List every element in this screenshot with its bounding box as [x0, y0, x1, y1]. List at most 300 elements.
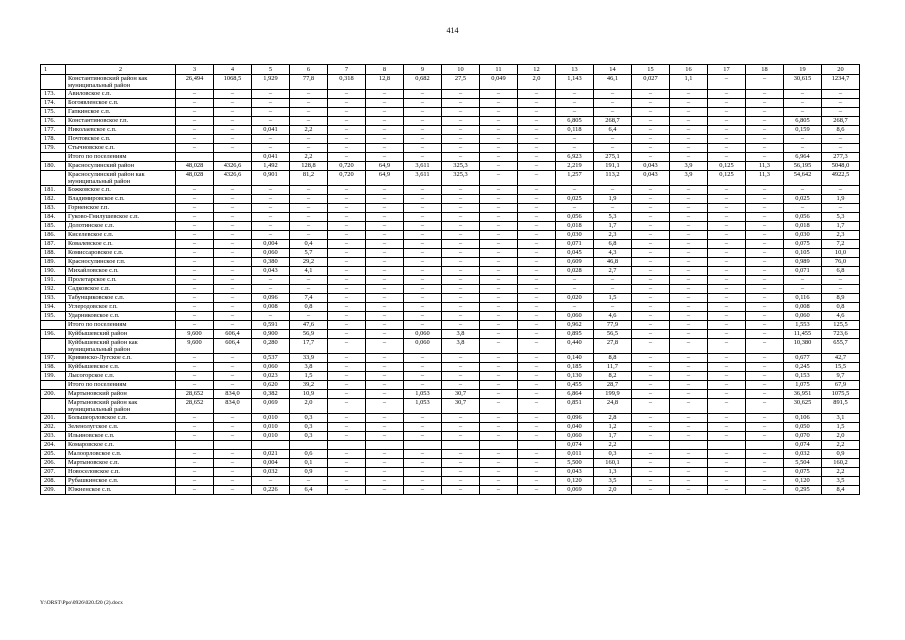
row-number: 192.	[41, 285, 66, 294]
row-number	[41, 153, 66, 162]
table-cell: –	[670, 303, 708, 312]
table-cell: –	[328, 249, 366, 258]
table-cell: –	[328, 390, 366, 399]
table-cell: –	[214, 285, 252, 294]
table-cell: –	[290, 90, 328, 99]
table-cell: –	[442, 363, 480, 372]
table-cell: –	[670, 294, 708, 303]
row-name: Комаровское с.п.	[66, 441, 176, 450]
table-cell: –	[670, 222, 708, 231]
row-number: 202.	[41, 423, 66, 432]
table-cell: –	[328, 303, 366, 312]
table-cell: –	[442, 186, 480, 195]
table-cell: –	[746, 258, 784, 267]
table-cell: –	[784, 135, 822, 144]
table-cell: –	[480, 231, 518, 240]
row-number: 208.	[41, 477, 66, 486]
table-cell: 0,105	[784, 249, 822, 258]
table-cell: –	[518, 477, 556, 486]
table-cell: –	[328, 432, 366, 441]
table-cell: –	[404, 153, 442, 162]
table-cell: –	[708, 90, 746, 99]
table-cell: –	[480, 321, 518, 330]
table-cell: –	[366, 477, 404, 486]
table-cell: –	[708, 75, 746, 90]
table-cell: –	[214, 249, 252, 258]
table-cell: 12,8	[366, 75, 404, 90]
row-number: 196.	[41, 330, 66, 339]
table-row	[41, 108, 860, 117]
table-cell: –	[632, 321, 670, 330]
table-cell: –	[518, 99, 556, 108]
table-cell: –	[366, 381, 404, 390]
table-cell: –	[746, 468, 784, 477]
table-cell: –	[480, 354, 518, 363]
table-cell: –	[822, 144, 860, 153]
table-cell: –	[252, 99, 290, 108]
table-cell: 56,195	[784, 162, 822, 171]
table-cell: –	[708, 117, 746, 126]
table-cell: 0,011	[556, 450, 594, 459]
row-number: 179.	[41, 144, 66, 153]
table-cell: –	[366, 135, 404, 144]
table-cell: –	[290, 222, 328, 231]
table-cell: 0,851	[556, 399, 594, 414]
table-cell: –	[328, 240, 366, 249]
row-name: Ударниковское с.п.	[66, 312, 176, 321]
table-row	[41, 303, 860, 312]
table-cell: –	[746, 144, 784, 153]
table-cell: –	[366, 117, 404, 126]
row-name: Мартыновское с.п.	[66, 459, 176, 468]
table-cell: 0,010	[252, 423, 290, 432]
table-cell: –	[176, 363, 214, 372]
table-cell: –	[480, 117, 518, 126]
table-cell: 9,600	[176, 330, 214, 339]
table-cell: –	[518, 135, 556, 144]
column-header: 1	[41, 65, 66, 75]
table-cell: –	[518, 303, 556, 312]
row-name: Итого по поселениям	[66, 321, 176, 330]
table-cell: –	[670, 354, 708, 363]
table-cell: –	[784, 90, 822, 99]
table-cell: –	[708, 276, 746, 285]
table-cell: 0,043	[632, 171, 670, 186]
table-cell: 113,2	[594, 171, 632, 186]
table-cell: –	[442, 117, 480, 126]
row-name: Южненское с.п.	[66, 486, 176, 495]
row-name: Лысогорское с.п.	[66, 372, 176, 381]
table-row	[41, 135, 860, 144]
table-body	[41, 65, 860, 495]
table-cell: –	[480, 258, 518, 267]
table-cell: –	[708, 267, 746, 276]
table-cell: –	[632, 276, 670, 285]
table-cell: 46,1	[594, 75, 632, 90]
table-cell: –	[556, 303, 594, 312]
table-cell: 28,7	[594, 381, 632, 390]
table-cell: 1234,7	[822, 75, 860, 90]
table-cell: –	[632, 195, 670, 204]
table-cell: –	[328, 330, 366, 339]
table-cell: 0,060	[784, 312, 822, 321]
table-cell: –	[214, 90, 252, 99]
table-cell: –	[404, 204, 442, 213]
table-cell: –	[252, 276, 290, 285]
table-cell: –	[518, 363, 556, 372]
table-cell: –	[176, 414, 214, 423]
table-cell: 0,682	[404, 75, 442, 90]
table-cell: 891,5	[822, 399, 860, 414]
table-cell: –	[176, 477, 214, 486]
table-cell: –	[328, 285, 366, 294]
table-cell: –	[670, 423, 708, 432]
table-row	[41, 363, 860, 372]
table-cell: –	[328, 294, 366, 303]
table-cell: –	[632, 213, 670, 222]
table-cell: –	[746, 213, 784, 222]
table-cell: 0,060	[252, 363, 290, 372]
table-cell: –	[746, 135, 784, 144]
table-cell: –	[366, 222, 404, 231]
table-cell: –	[214, 294, 252, 303]
table-cell: –	[176, 135, 214, 144]
table-cell: –	[176, 459, 214, 468]
table-row	[41, 258, 860, 267]
table-cell: –	[480, 339, 518, 354]
table-cell: –	[442, 195, 480, 204]
table-cell: 0,008	[252, 303, 290, 312]
table-cell: 1,492	[252, 162, 290, 171]
table-cell: –	[442, 108, 480, 117]
table-cell: –	[518, 321, 556, 330]
column-header: 12	[518, 65, 556, 75]
table-cell: –	[290, 117, 328, 126]
table-cell: –	[632, 339, 670, 354]
table-cell: –	[442, 294, 480, 303]
table-cell: –	[176, 354, 214, 363]
table-cell: –	[404, 222, 442, 231]
row-number: 194.	[41, 303, 66, 312]
table-cell	[518, 441, 556, 450]
table-cell	[252, 441, 290, 450]
table-cell: 0,116	[784, 294, 822, 303]
table-cell: 0,720	[328, 162, 366, 171]
table-cell: –	[480, 399, 518, 414]
row-number: 175.	[41, 108, 66, 117]
table-cell: 0,018	[556, 222, 594, 231]
table-cell: –	[632, 258, 670, 267]
table-cell: 0,004	[252, 459, 290, 468]
table-cell: –	[404, 477, 442, 486]
table-cell: 56,9	[290, 330, 328, 339]
table-cell: –	[518, 450, 556, 459]
table-cell: –	[366, 267, 404, 276]
column-header: 6	[290, 65, 328, 75]
table-cell: –	[366, 432, 404, 441]
table-cell: –	[404, 486, 442, 495]
table-cell: 1075,5	[822, 390, 860, 399]
table-cell: –	[214, 135, 252, 144]
table-cell: –	[632, 390, 670, 399]
table-cell: –	[670, 468, 708, 477]
table-cell: –	[708, 390, 746, 399]
table-cell: 2,0	[822, 432, 860, 441]
table-cell: –	[366, 414, 404, 423]
table-cell: –	[708, 231, 746, 240]
table-cell: –	[708, 99, 746, 108]
table-cell: –	[746, 126, 784, 135]
table-cell: 64,9	[366, 162, 404, 171]
table-cell: –	[594, 186, 632, 195]
table-cell: –	[632, 468, 670, 477]
table-cell: –	[442, 381, 480, 390]
table-cell	[746, 441, 784, 450]
table-cell: 0,900	[252, 330, 290, 339]
table-cell: –	[822, 99, 860, 108]
table-cell: –	[290, 213, 328, 222]
table-cell: –	[214, 363, 252, 372]
table-cell: 67,9	[822, 381, 860, 390]
table-cell: –	[404, 414, 442, 423]
row-number: 197.	[41, 354, 66, 363]
table-cell: –	[670, 459, 708, 468]
table-cell: –	[708, 312, 746, 321]
table-cell: –	[404, 144, 442, 153]
row-name: Горненское г.п.	[66, 204, 176, 213]
table-cell: 1,053	[404, 399, 442, 414]
table-cell: 0,075	[784, 240, 822, 249]
table-cell: 3,611	[404, 171, 442, 186]
table-cell: –	[328, 477, 366, 486]
table-cell: 81,2	[290, 171, 328, 186]
table-cell: 30,625	[784, 399, 822, 414]
table-cell: 0,106	[784, 414, 822, 423]
row-number: 183.	[41, 204, 66, 213]
table-cell: –	[784, 186, 822, 195]
table-cell: 1,5	[822, 423, 860, 432]
table-cell: 2,0	[594, 486, 632, 495]
table-cell: 7,2	[822, 240, 860, 249]
table-row	[41, 117, 860, 126]
table-cell: –	[366, 468, 404, 477]
table-cell: –	[518, 486, 556, 495]
table-cell: –	[328, 126, 366, 135]
table-cell: –	[632, 99, 670, 108]
table-cell: –	[328, 135, 366, 144]
table-cell: 0,6	[290, 450, 328, 459]
row-number: 188.	[41, 249, 66, 258]
table-cell: 0,021	[252, 450, 290, 459]
table-cell: –	[746, 108, 784, 117]
table-cell: –	[518, 117, 556, 126]
table-cell: 0,125	[708, 171, 746, 186]
table-cell: –	[252, 204, 290, 213]
table-cell: 9,7	[822, 372, 860, 381]
table-cell: –	[214, 108, 252, 117]
table-cell: 46,8	[594, 258, 632, 267]
table-cell: 6,8	[594, 240, 632, 249]
table-cell: 0,028	[556, 267, 594, 276]
table-cell: 3,5	[594, 477, 632, 486]
table-cell: 0,440	[556, 339, 594, 354]
table-cell: 24,8	[594, 399, 632, 414]
table-cell: –	[632, 135, 670, 144]
table-cell: 0,074	[556, 441, 594, 450]
table-cell: –	[480, 144, 518, 153]
table-cell: 0,3	[290, 423, 328, 432]
table-cell: 0,380	[252, 258, 290, 267]
table-cell: –	[518, 399, 556, 414]
row-number: 204.	[41, 441, 66, 450]
table-cell: 6,4	[290, 486, 328, 495]
table-cell: –	[442, 450, 480, 459]
table-cell: 0,185	[556, 363, 594, 372]
table-cell: –	[708, 372, 746, 381]
table-cell	[214, 441, 252, 450]
table-cell: –	[708, 222, 746, 231]
table-cell: 8,9	[822, 294, 860, 303]
column-header: 13	[556, 65, 594, 75]
table-row	[41, 171, 860, 186]
table-cell: –	[404, 354, 442, 363]
table-cell: –	[784, 99, 822, 108]
table-cell: –	[176, 249, 214, 258]
row-name: Зеленолугское с.п.	[66, 423, 176, 432]
table-cell: 15,5	[822, 363, 860, 372]
table-cell: 0,030	[784, 231, 822, 240]
table-cell: –	[708, 363, 746, 372]
table-cell	[328, 441, 366, 450]
table-cell: –	[480, 372, 518, 381]
table-cell: 275,1	[594, 153, 632, 162]
table-cell: –	[518, 153, 556, 162]
table-cell: 268,7	[822, 117, 860, 126]
table-cell: 0,020	[556, 294, 594, 303]
column-header: 11	[480, 65, 518, 75]
table-cell: –	[670, 186, 708, 195]
table-cell: 0,096	[252, 294, 290, 303]
table-cell: 8,4	[822, 486, 860, 495]
table-cell	[366, 441, 404, 450]
table-cell: –	[176, 258, 214, 267]
table-cell: 0,027	[632, 75, 670, 90]
table-cell: 2,0	[290, 399, 328, 414]
table-cell: –	[632, 423, 670, 432]
table-cell: –	[632, 117, 670, 126]
table-cell: 54,642	[784, 171, 822, 186]
table-cell: –	[594, 135, 632, 144]
table-cell: 0,295	[784, 486, 822, 495]
table-cell: –	[328, 117, 366, 126]
table-cell: –	[632, 312, 670, 321]
table-cell: –	[632, 249, 670, 258]
table-cell: –	[480, 450, 518, 459]
table-cell: –	[670, 372, 708, 381]
column-header: 18	[746, 65, 784, 75]
table-cell: –	[746, 249, 784, 258]
table-row	[41, 399, 860, 414]
table-cell: –	[442, 468, 480, 477]
table-cell: –	[670, 267, 708, 276]
table-cell: –	[214, 354, 252, 363]
table-cell: –	[290, 231, 328, 240]
table-cell: –	[670, 477, 708, 486]
table-cell: –	[518, 126, 556, 135]
table-cell: 4326,6	[214, 171, 252, 186]
table-cell: 0,989	[784, 258, 822, 267]
table-cell: –	[328, 381, 366, 390]
table-cell: –	[784, 285, 822, 294]
table-cell: –	[404, 117, 442, 126]
data-table	[40, 64, 860, 495]
table-row	[41, 321, 860, 330]
table-cell: –	[214, 381, 252, 390]
row-number	[41, 339, 66, 354]
table-cell: –	[670, 321, 708, 330]
table-cell: –	[746, 339, 784, 354]
table-cell: –	[366, 354, 404, 363]
table-cell: –	[746, 240, 784, 249]
table-cell: 26,494	[176, 75, 214, 90]
table-cell: –	[366, 363, 404, 372]
table-cell: 834,0	[214, 390, 252, 399]
row-number: 209.	[41, 486, 66, 495]
row-number: 178.	[41, 135, 66, 144]
table-cell: –	[176, 381, 214, 390]
table-cell: –	[214, 240, 252, 249]
table-row	[41, 267, 860, 276]
column-header: 7	[328, 65, 366, 75]
table-cell: –	[746, 117, 784, 126]
table-cell: –	[670, 117, 708, 126]
table-cell: 723,6	[822, 330, 860, 339]
table-cell: –	[404, 372, 442, 381]
table-cell: 0,060	[556, 432, 594, 441]
table-cell: –	[176, 372, 214, 381]
table-cell	[480, 441, 518, 450]
table-cell: 4,3	[594, 249, 632, 258]
table-cell: –	[366, 312, 404, 321]
table-cell: –	[594, 99, 632, 108]
table-cell: –	[708, 213, 746, 222]
table-cell: 3,611	[404, 162, 442, 171]
table-row	[41, 222, 860, 231]
table-cell: –	[594, 285, 632, 294]
table-cell: –	[746, 354, 784, 363]
table-cell: –	[366, 204, 404, 213]
table-cell: –	[556, 90, 594, 99]
table-cell: 325,3	[442, 171, 480, 186]
table-cell: –	[176, 276, 214, 285]
table-cell: –	[746, 414, 784, 423]
table-cell: 0,075	[784, 468, 822, 477]
table-cell: –	[404, 213, 442, 222]
table-cell: –	[518, 186, 556, 195]
table-row	[41, 231, 860, 240]
table-cell: 2,8	[594, 414, 632, 423]
table-cell: –	[480, 330, 518, 339]
table-cell: 0,032	[784, 450, 822, 459]
table-cell: 5,504	[784, 459, 822, 468]
table-cell: –	[442, 222, 480, 231]
table-row	[41, 432, 860, 441]
table-cell: –	[366, 423, 404, 432]
table-cell: –	[404, 468, 442, 477]
table-cell: –	[632, 285, 670, 294]
table-cell: 2,2	[594, 441, 632, 450]
table-cell: –	[366, 213, 404, 222]
